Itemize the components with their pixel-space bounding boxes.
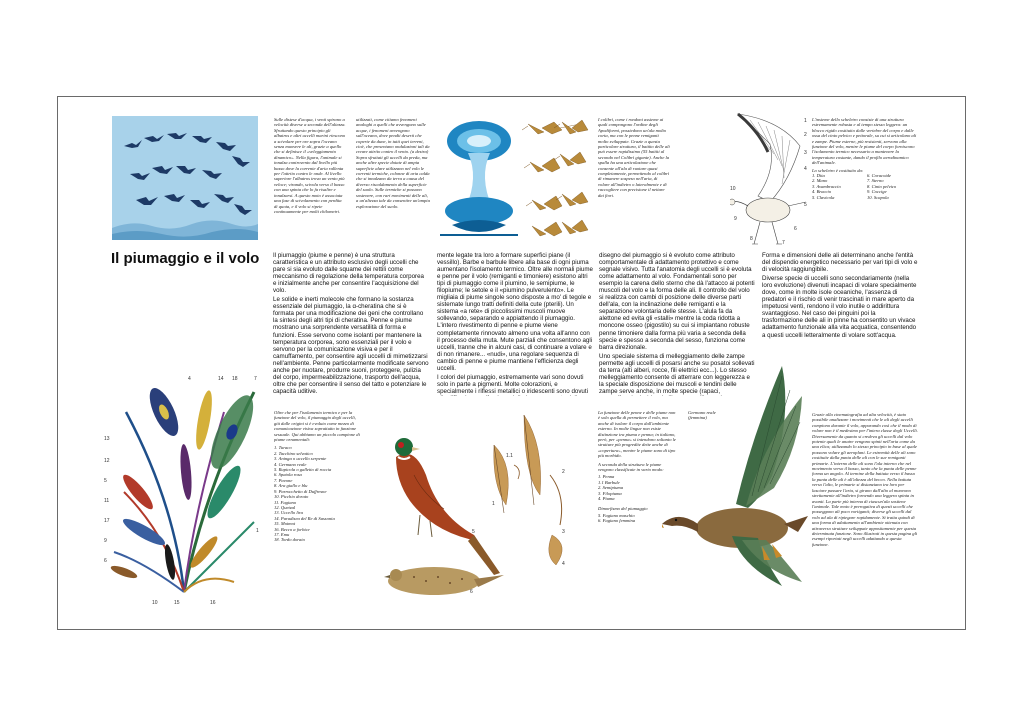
feather-number: 6 [104,558,107,564]
skeleton-legend-title: Lo scheletro è costituito da: [812,167,864,173]
caption-flight-mechanics: Grazie alla cinematografia ad alta velocità, è stato possibile analizzare i movimenti che le ali degli uccelli compiono durante il volo, appurando così che il modo di volare non è il medesimo per l'intera classe degli Uccelli. Diversamente da quanto si credeva gli uccelli dal volo potente quali le anatre vengono spinti nell'aria come da una elica; utilizzando lo stesso principio in base al quale possono volare gli aeroplani. Le estremità delle ali sono costituite dalla punta delle ali con le sue remiganti primarie. L'interno delle ali sono l'ala interno che nel movimento verso il basso, tanto che la punta delle penne forma un angolo. Al termine della battuta verso il basso la punta delle ali è all'altezza del becco. Nella battuta verso l'alto, le primarie si distanziano tra loro per lasciare passare l'aria, si girano dall'alto al muovono strettamente all'indietro fornendo una leggera spinta in avanti. La parte più interna di ciascun'ala sostiene l'animale. Tale moto è prerogativa di questi uccelli che posseggono ali poco vortiganti; diverse gli uccelli dal volo ad ala di ripiegare rapidamente. Si tratta quindi di una forma di adattamento all'ambiente ottenuta con attraverso strutture sviluppate appositamente per questa determinata funzione. Sono illustrati in questa pagina gli esempi riportati negli uccelli adattando a questa funzione. [812,412,918,547]
thermal-cloud-illustration [438,117,520,240]
ornamental-feathers-list [274,445,360,542]
caption-hummingbirds: I colibrì, come i rondoni assieme ai quali compongono l'ordine degli Apodiformi, possiedono un'ala molto corta, ma con le penne remiganti molto sviluppate. Grazie a questa particolare struttura, il battito delle ali può essere rapidissimo (55 battiti al secondo nel Colibrì gigante). Anche la spalla ha una articolazione che consente all'ala di ruotare quasi completamente, permettendo al colibrì di rimanere sospeso nell'aria, di volare all'indietro o lateralmente e di raccogliere con precisione il nettare dai fiori. [598,117,670,198]
list-item: 5. Fagiano maschio [598,512,635,518]
skeleton-legend-item: 7. Sterno [867,178,884,184]
hummingbirds-illustration [522,116,590,244]
duck-label: Germano reale (femmina) [688,410,716,421]
body-paragraph: Le solide e inerti molecole che formano la sostanza essenziale del piumaggio, la α-cheratina che si è formata per una modificazione dei geni che controllano la sintesi degli altri tipi di cheratina. Penne e piume mostrano una sorprendente versatilità di forma e funzioni. Esse servono come isolanti per mantenere la temperatura corporea, sono essenziali per il volo e servono per la comunicazione visiva e per il camuffamento, per consentire agli uccelli di mimetizzarsi nell'ambiente. Penne particolarmente modificate servono anche per nuotare, produrre suoni, proteggere, pulizia del corpo, impermeabilizzazione, trasporto dell'acqua, oltre che per consentire il senso del tatto e potenziare le capacità uditive. [273,296,429,395]
pheasant-illustration [374,405,574,601]
list-item: 3. Aninga o uccello serpente [274,456,327,462]
skeleton-number-9: 9 [734,216,737,222]
pheasant-number: 3 [562,529,565,535]
list-item: 8. Ara giallo e blu [274,483,308,489]
ornamental-feathers-illustration [104,372,266,608]
list-item: 17. Emu [274,531,290,537]
feather-number: 4 [188,376,191,382]
list-item: 15. Motmot [274,521,296,527]
caption-thermal-currents: utilizzati, come citiamo fenomeni analoghi a quelli che avvengono sulle acque, i fenomeni avvengono sull'oceano, dove pendii deserti che coperte da dune, in tutti quei terreni, cioè, che presentano ondulazioni tali da creare attrito contro il vento. (a destra) Sopra sfruttati gli uccelli da preda, ma anche altre specie dotate di ampia superficie alare utilizzano nel volo le correnti termiche, colonne di aria calda che si innalzano da terra a causa del diverso riscaldamento della superficie del suolo. Sulle termiche si possono sostenere, con rari movimenti delle ali, a un'altezza tale da consentire un'ampia esplorazione del suolo. [356,117,430,209]
skeleton-legend-item: 1. Dita [812,173,825,179]
list-item: 7. Pavone [274,477,293,483]
mallard-duck-illustration [662,356,812,598]
skeleton-legend-item: 6. Coracoide [867,173,891,179]
feather-number: 12 [104,458,110,464]
skeleton-number-1: 1 [804,118,807,124]
feather-number: 17 [104,518,110,524]
feather-number: 11 [104,498,110,504]
skeleton-number-4: 4 [804,166,807,172]
list-item: 13. Uccello lira [274,510,303,516]
feather-types [494,415,562,565]
pheasant-number: 5 [472,529,475,535]
bird-skeleton-illustration [730,110,810,248]
list-item: 10. Picchio dorato [274,494,309,500]
feather-number: 1 [256,528,259,534]
caption-ornamental-feathers [274,410,360,580]
feather-number: 18 [232,376,238,382]
list-item: 4. Germano reale [274,461,307,467]
list-item: 2. Semipiuma [598,485,624,491]
feather-number: 9 [104,538,107,544]
skeleton-legend-item: 10. Scapola [867,194,889,200]
caption-dynamic-soaring: Sulle distese d'acqua, i venti spirano a velocità diverse a seconda dell'altezza. Sfruttando questo principio gli albatros e altri uccelli marini riescono a scivolare per ore sopra l'oceano senza muovere le ali, grazie a quello che si definisce il «veleggiamento dinamico». Nella figura, l'animale si innalza controvento dal livello più basso dove la corrente d'aria rallenta per l'attrito contro le onde. Al livello superiore l'albatros trova un vento più veloce; virando, scivola verso il basso con una spinta che lo fa risalire e innalzarsi. A questo moto è associata una fase di scivolamento con perdita di quota, e il volo si ripete continuamente per molti chilometri. [274,117,346,214]
caption-skeleton [812,117,918,245]
pheasant-number: 4 [562,561,565,567]
skeleton-number-5: 5 [804,202,807,208]
skeleton-legend-item: 8. Cinto pelvico [867,183,897,189]
feather-number: 5 [104,478,107,484]
pheasant-number: 2 [562,469,565,475]
caption-skeleton-text: L'insieme dello scheletro consiste di una struttura estremamente robusta e al tempo stesso leggera: un blocco rigido costituito dalle vertebre del corpo e dalle ossa del cinto pelvico e pettorale, su cui si articolano ali e zampe. Piume esterne, più resistenti, servono alla funzione del volo, mentre le piume del corpo forniscono l'isolamento termico necessario a mantenere la temperatura costante, dando il profilo aerodinamico dell'animale. [812,117,917,166]
body-column-1 [273,252,429,396]
list-item: 18. Tordo dorato [274,537,305,543]
body-paragraph: Forma e dimensioni delle ali determinano anche l'entità del dispendio energetico necessario per vari tipi di volo e di velocità raggiungibile. [762,252,918,274]
body-paragraph: Diverse specie di uccelli sono secondariamente (nella loro evoluzione) divenuti incapaci di volare specialmente dove, come in molte isole oceaniche, l'assenza di predatori e il rischio di venir trascinati in mare aperto da impetuosi venti, rendono il volo inutile o addirittura svantaggioso. Nel caso dei pinguini poi la trasformazione delle ali in pinne ha consentito un vivace adattamento funzionale alla vita acquatica, consentendo a questi uccelli letteralmente di volare sott'acqua. [762,275,917,339]
list-item: 4. Piuma [598,496,615,502]
list-item: 1.1 Barbule [598,479,620,485]
list-item: 3. Filopiuma [598,490,622,496]
body-paragraph: disegno del piumaggio si è evoluto come attributo comportamentale di adattamento protettivo e come segnale visivo. Tutta l'anatomia degli uccelli si è evoluta come adattamento al volo. Fondamentali sono per esempio la carena dello sterno che dà l'attacco ai potenti muscoli del volo e la forma delle ali. Il controllo del volo si realizza con cambi di posizione delle diverse parti dell'ala, con la inclinazione delle remiganti e la separazione volontaria delle stesse. L'alula fa da alettone ed evita gli «stalli» mentre la coda ridotta a moncone osseo (pigostilo) su cui si impiantano robuste penne timoniere dalla forma più varia a seconda della specie e spesso a seconda del sesso, funziona come barra direzionale. [599,252,755,351]
list-item: 1. Penna [598,474,615,480]
feather-number: 16 [210,600,216,606]
pheasant-number: 1.1 [506,453,513,459]
duck-body [662,508,788,548]
body-column-2 [437,252,593,396]
list-item: 6. Spatola rosa [274,472,302,478]
body-paragraph: mente legate tra loro a formare superfici piane (il vessillo). Barbe e barbule libere alla base di ogni piuma aumentano l'isolamento termico. Oltre alle normali piume e penne per il volo (remiganti e timoniere) esistono altri tipi di piumaggio come il piumino, le semipiume, le filopiume; le setole e il «piumino pulverulento». Le migliaia di piume singole sono disposte a mo' di tegole e sistemate lungo tratti definiti della cute (pterili). Un sistema «a rete» di piccolissimi muscoli muove sollevando, separando e appiattendo il piumaggio. L'intero rivestimento di penne e piume viene completamente rinnovato almeno una volta all'anno con il processo della muta. Mute parziali che consentono agli uccelli, tranne che in alcuni casi, di continuare a volare e di non rimanere... «nudi», una regolare sequenza di cambio di penne e piume mantiene l'efficienza degli uccelli. [437,252,593,372]
skeleton-number-7: 7 [782,240,785,246]
duck-upper-wing [736,366,802,508]
pheasant-number: 1 [492,501,495,507]
albatross-flight-illustration [112,116,258,240]
page-title: Il piumaggio e il volo [111,250,260,267]
caption-feather-intro: La funzione delle penne e delle piume non è solo quella di permettere il volo, ma anche di isolare il corpo dall'ambiente esterno. In molte lingue non esiste distinzione tra piuma e penna; in italiano, però, per «penna» si intendono soltanto le strutture più progredite dette anche di «copertura», mentre le piume sono di tipo più morbido. [598,410,676,459]
body-paragraph: I colori del piumaggio, estremamente vari sono dovuti solo in parte a pigmenti. Molte colorazioni, e specialmente i riflessi metallici o iridescenti sono dovuti [437,373,588,395]
body-paragraph: Il piumaggio (piume e penne) è una struttura caratteristica e un attributo esclusivo degli uccelli che pare si sia evoluto dalle squame dei rettili come meccanismo di regolazione della temperatura corporea e inizialmente anche per consentire l'acquisizione del volo. [273,252,424,295]
list-item: 11. Fagiano [274,499,297,505]
male-pheasant [395,438,500,575]
skeleton-legend-item: 9. Coccige [867,189,887,195]
list-item: 9. Parrocchetto di Duffresne [274,488,327,494]
list-item: 14. Paradisea del Re di Sassonia [274,515,335,521]
skeleton-legend [812,173,918,200]
feather-types-title: A seconda della struttura le piume vengono classificate in vario modo: [598,461,664,473]
list-item: 2. Tacchino selvatico [274,450,313,456]
skeleton-number-3: 3 [804,150,807,156]
caption-ornamental-intro: Oltre che per l'isolamento termico e per la funzione del volo, il piumaggio degli uccelli, già dalle origini si è evoluto come mezzo di comunicazione visiva soprattutto in funzione sessuale. Qui abbiamo un piccolo campione di piume ornamentali: [274,410,360,443]
feather-number: 13 [104,436,110,442]
body-paragraph: Uno speciale sistema di melleggiamento delle zampe permette agli uccelli di posarsi anche su posatoi sollevati da terra (alti alberi, rocce, fili elettrici ecc...). Lo stesso melleggiamento consente di atterrare con leggerezza e la speciale disposizione dei muscoli e tendini delle zampe serve anche, in molte specie (rapaci, [599,352,755,395]
skeleton-legend-item: 2. Mano [812,178,828,184]
skeleton-legend-item: 5. Clavicola [812,194,835,200]
skeleton-number-10: 10 [730,186,736,192]
skeleton-number-2: 2 [804,132,807,138]
skeleton-number-6: 6 [794,226,797,232]
list-item: 5. Rupicola o galletto di roccia [274,467,332,473]
feather-number: 15 [174,600,180,606]
feather-number: 14 [218,376,224,382]
feather-number: 7 [254,376,257,382]
list-item: 6. Fagiano femmina [598,518,636,524]
list-item: 1. Turaco [274,445,292,451]
skeleton-legend-item: 3. Avambraccio [812,183,841,189]
feather-number: 10 [152,600,158,606]
duck-lower-wing [732,536,802,586]
pheasant-number: 6 [470,589,473,595]
dimorphism-title: Dimorfismo del piumaggio [598,505,648,511]
female-pheasant [384,567,504,595]
list-item: 16. Becco a forbice [274,526,310,532]
skeleton-number-8: 8 [750,236,753,242]
list-item: 12. Quetzal [274,504,296,510]
skeleton-legend-item: 4. Braccio [812,189,832,195]
